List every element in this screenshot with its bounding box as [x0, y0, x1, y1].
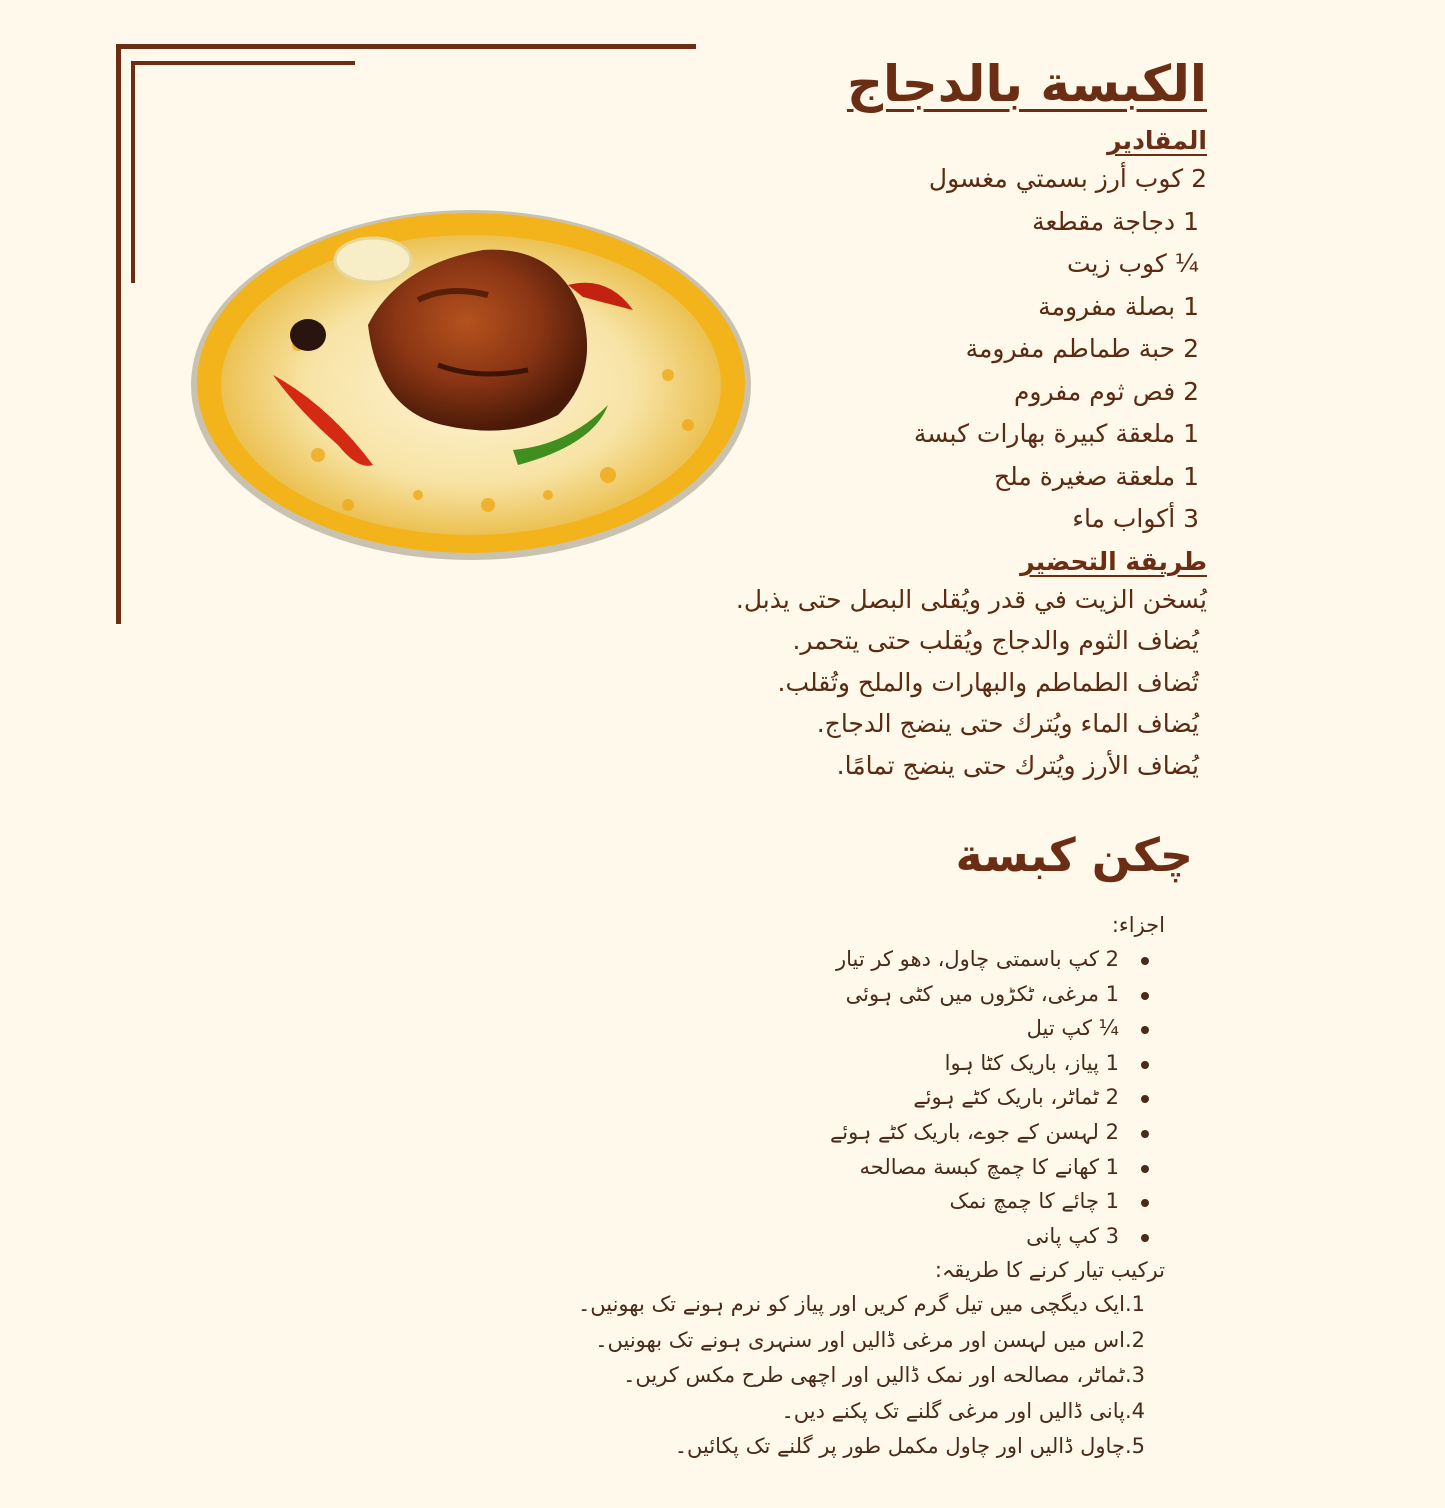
bullet-icon	[1141, 957, 1149, 965]
list-item-text: 1 پیاز، باریک کٹا ہوا	[944, 1050, 1119, 1075]
urdu-ingredients-label: اجزاء:	[1111, 913, 1165, 937]
bullet-icon	[1141, 1165, 1149, 1173]
list-item: 1 ملعقة كبيرة بهارات كبسة	[913, 419, 1199, 448]
list-item: 1 دجاجة مقطعة	[1032, 206, 1199, 236]
list-item	[445, 1080, 1165, 1115]
list-item	[445, 942, 1165, 977]
bullet-icon	[1141, 1095, 1149, 1103]
step-text: ٹماٹر، مصالحه اور نمک ڈالیں اور اچھی طرح مکس کریں۔	[623, 1363, 1125, 1388]
urdu-recipe	[445, 908, 1165, 1465]
step-number: 1.	[1124, 1292, 1145, 1317]
list-item	[445, 1287, 1165, 1323]
bullet-icon	[1141, 1130, 1149, 1138]
list-item	[445, 1011, 1165, 1046]
step-number: 4.	[1124, 1398, 1145, 1423]
urdu-title: چکن کبسة	[955, 828, 1193, 882]
frame-left-line	[116, 44, 121, 624]
list-item: تُضاف الطماطم والبهارات والملح وتُقلب.	[777, 667, 1199, 697]
bullet-icon	[1141, 1199, 1149, 1207]
list-item	[445, 1323, 1165, 1359]
list-item	[445, 1219, 1165, 1254]
list-item: 2 فص ثوم مفروم	[1013, 376, 1199, 406]
list-item-text: 2 کپ باسمتی چاول، دھو کر تیار	[835, 947, 1119, 971]
list-item: 1 بصلة مفرومة	[1038, 291, 1199, 321]
list-item-text: ¼ کپ تیل	[1026, 1016, 1119, 1041]
list-item	[445, 1394, 1165, 1430]
list-item: 2 حبة طماطم مفرومة	[965, 334, 1199, 363]
bullet-icon	[1141, 1234, 1149, 1242]
list-item	[445, 1115, 1165, 1150]
list-item: يُضاف الماء ويُترك حتى ينضج الدجاج.	[816, 709, 1199, 738]
frame-inner-top-line	[131, 61, 355, 65]
urdu-ingredients-list	[445, 942, 1165, 1253]
bullet-icon	[1141, 992, 1149, 1000]
list-item: يُضاف الأرز ويُترك حتى ينضج تمامًا.	[836, 750, 1199, 780]
step-text: پانی ڈالیں اور مرغی گلنے تک پکنے دیں۔	[781, 1398, 1125, 1423]
list-item-text: 1 مرغی، ٹکڑوں میں کٹی ہوئی	[845, 981, 1119, 1006]
list-item	[445, 1358, 1165, 1394]
arabic-title: الكبسة بالدجاج	[846, 55, 1207, 113]
list-item: يُضاف الثوم والدجاج ويُقلب حتى يتحمر.	[792, 626, 1199, 655]
list-item: ¼ كوب زيت	[1066, 249, 1199, 278]
bullet-icon	[1141, 1061, 1149, 1069]
list-item: يُسخن الزيت في قدر ويُقلى البصل حتى يذبل.	[735, 584, 1207, 614]
list-item	[445, 1046, 1165, 1081]
list-item-text: 1 کھانے کا چمچ کبسة مصالحه	[859, 1154, 1119, 1179]
list-item	[445, 1184, 1165, 1219]
list-item: 3 أكواب ماء	[1072, 504, 1199, 533]
arabic-ingredients-list	[567, 158, 1207, 541]
list-item	[445, 1150, 1165, 1185]
list-item-text: 1 چائے کا چمچ نمک	[949, 1189, 1119, 1214]
arabic-ingredients-heading: المقادير	[1107, 126, 1207, 155]
list-item: 2 كوب أرز بسمتي مغسول	[928, 164, 1207, 193]
urdu-steps-list	[445, 1287, 1165, 1465]
step-text: اس میں لہسن اور مرغی ڈالیں اور سنہری ہونے تک بھونیں۔	[595, 1327, 1125, 1352]
step-text: چاول ڈالیں اور چاول مکمل طور پر گلنے تک پکائیں۔	[674, 1434, 1125, 1459]
list-item-text: 3 کپ پانی	[1026, 1223, 1119, 1248]
step-text: ایک دیگچی میں تیل گرم کریں اور پیاز کو نرم ہونے تک بھونیں۔	[577, 1292, 1125, 1317]
urdu-method-label: ترکیب تیار کرنے کا طریقہ:	[934, 1258, 1165, 1283]
frame-inner-left-line	[131, 61, 135, 283]
list-item: 1 ملعقة صغيرة ملح	[993, 461, 1199, 491]
step-number: 3.	[1124, 1363, 1145, 1388]
list-item	[445, 1429, 1165, 1465]
bullet-icon	[1141, 1026, 1149, 1034]
arabic-method-heading: طريقة التحضير	[1020, 546, 1207, 576]
list-item-text: 2 لہسن کے جوے، باریک کٹے ہوئے	[829, 1119, 1119, 1144]
step-number: 2.	[1124, 1327, 1145, 1352]
list-item-text: 2 ٹماٹر، باریک کٹے ہوئے	[913, 1085, 1119, 1110]
arabic-steps-list	[567, 579, 1207, 787]
list-item	[445, 977, 1165, 1012]
step-number: 5.	[1124, 1434, 1145, 1459]
arabic-recipe	[567, 48, 1207, 786]
